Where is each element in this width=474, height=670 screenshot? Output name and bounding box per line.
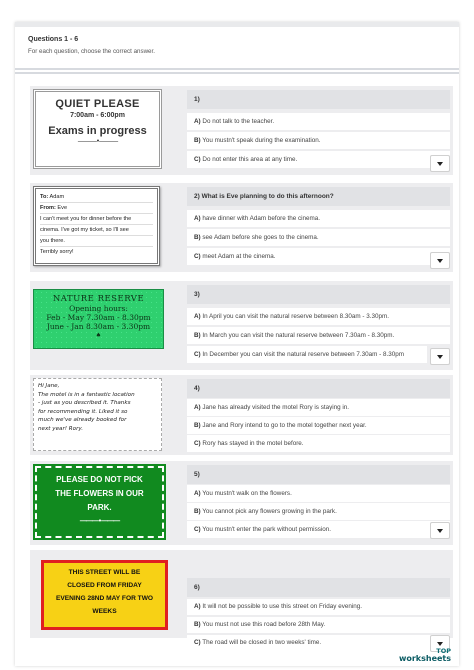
chevron-down-icon	[437, 162, 443, 166]
divider	[15, 68, 459, 70]
option-text: In March you can visit the natural reserve between 7.30am - 8.30pm.	[202, 332, 395, 339]
option-text: have dinner with Adam before the cinema.	[202, 215, 321, 222]
option-c[interactable]	[187, 151, 450, 168]
option-c[interactable]	[187, 521, 450, 538]
option-text: The road will be closed in two weeks' time.	[202, 639, 322, 646]
notice-subheading: Opening hours:	[69, 304, 128, 313]
answer-dropdown[interactable]	[430, 155, 450, 172]
option-b[interactable]	[187, 617, 450, 633]
option-b[interactable]	[187, 132, 450, 149]
ornament-icon: ——— • ———	[77, 138, 118, 145]
option-letter: B)	[194, 621, 201, 628]
option-letter: A)	[194, 404, 201, 411]
note-from-line	[40, 203, 153, 214]
option-text: Do not enter this area at any time.	[202, 156, 298, 163]
question-number: 5)	[187, 465, 450, 484]
option-text: In April you can visit the natural reserve between 8.30am - 3.30pm.	[202, 313, 389, 320]
notice-note-to-adam	[33, 186, 160, 266]
option-b[interactable]	[187, 229, 450, 246]
topworksheets-logo	[399, 648, 451, 662]
option-letter: C)	[194, 639, 201, 646]
question-2	[30, 183, 453, 272]
option-text: You mustn't walk on the flowers.	[202, 490, 292, 497]
notice-text: EVENING 28ND MAY FOR TWO	[55, 595, 154, 602]
question-6	[30, 550, 453, 646]
option-letter: C)	[194, 526, 201, 533]
answer-dropdown[interactable]	[430, 252, 450, 269]
option-letter: B)	[194, 422, 201, 429]
from-label: From:	[40, 205, 56, 211]
option-a[interactable]	[187, 399, 450, 416]
option-text: You cannot pick any flowers growing in the park.	[202, 508, 337, 515]
notice-postcard	[33, 378, 162, 451]
option-a[interactable]	[187, 210, 450, 227]
question-3	[30, 281, 453, 370]
notice-text: CLOSED FROM FRIDAY	[67, 582, 142, 589]
chevron-down-icon	[437, 355, 443, 359]
notice-quiet-please	[33, 89, 162, 169]
section-instruction: For each question, choose the correct answer.	[28, 48, 155, 55]
option-c[interactable]	[187, 435, 450, 452]
option-letter: C)	[194, 253, 201, 260]
option-b[interactable]	[187, 503, 450, 520]
option-a[interactable]	[187, 113, 450, 130]
option-letter: C)	[194, 351, 201, 358]
postcard-line: next year! Rory.	[38, 425, 84, 432]
question-4	[30, 375, 453, 455]
option-letter: B)	[194, 234, 201, 241]
question-number: 2) What is Eve planning to do this afternoon?	[187, 187, 450, 206]
notice-hours: 7:00am - 6:00pm	[70, 112, 125, 119]
option-b[interactable]	[187, 417, 450, 434]
postcard-line: - just as you described it. Thanks	[38, 400, 131, 406]
option-text: Jane and Rory intend to go to the motel together next year.	[202, 422, 367, 429]
answer-dropdown[interactable]	[430, 522, 450, 539]
option-text: You must not use this road before 28th May.	[202, 621, 326, 628]
option-text: see Adam before she goes to the cinema.	[202, 234, 319, 241]
option-c[interactable]	[187, 248, 450, 265]
option-letter: B)	[194, 137, 201, 144]
spade-icon: ♠	[95, 332, 102, 339]
chevron-down-icon	[437, 529, 443, 533]
postcard-line: Hi Jane,	[38, 383, 60, 389]
question-number: 6)	[187, 578, 450, 597]
option-text: Do not talk to the teacher.	[202, 118, 275, 125]
option-a[interactable]	[187, 599, 450, 615]
question-number: 1)	[187, 90, 450, 109]
logo-line: TOP	[436, 647, 451, 655]
option-letter: B)	[194, 508, 201, 515]
from-value: Eve	[57, 205, 68, 211]
question-1	[30, 86, 453, 175]
chevron-down-icon	[437, 259, 443, 263]
option-letter: A)	[194, 118, 201, 125]
notice-heading: NATURE RESERVE	[52, 294, 145, 304]
option-letter: C)	[194, 440, 201, 447]
answer-dropdown[interactable]	[430, 348, 450, 365]
option-text: meet Adam at the cinema.	[202, 253, 276, 260]
notice-street-closed	[41, 560, 168, 630]
ornament-icon: ——— • ———	[79, 518, 120, 525]
to-label: To:	[40, 194, 49, 200]
option-text: In December you can visit the natural reserve between 7.30am - 8.30pm	[202, 351, 405, 358]
logo-line: worksheets	[398, 654, 451, 663]
notice-hours: June - Jan 8.30am - 3.30pm	[46, 322, 151, 331]
option-a[interactable]	[187, 308, 450, 325]
option-text: Rory has stayed in the motel before.	[202, 440, 304, 447]
note-line: Terribly sorry!	[40, 249, 74, 255]
divider	[15, 72, 459, 74]
option-text: You mustn't enter the park without permission.	[202, 526, 332, 533]
option-c[interactable]	[187, 346, 427, 363]
note-line: you there.	[40, 236, 153, 247]
note-line: cinema. I've got my ticket, so I'll see	[40, 225, 153, 236]
notice-text: THIS STREET WILL BE	[68, 569, 141, 576]
notice-text: THE FLOWERS IN OUR	[55, 489, 144, 498]
notice-text: PLEASE DO NOT PICK	[56, 475, 143, 484]
notice-hours: Feb - May 7.30am - 8.30pm	[46, 313, 151, 322]
option-text: It will not be possible to use this street on Friday evening.	[202, 603, 363, 610]
option-letter: A)	[194, 313, 201, 320]
question-5	[30, 461, 453, 545]
option-letter: A)	[194, 603, 201, 610]
notice-text: PARK.	[87, 503, 112, 512]
option-letter: A)	[194, 215, 201, 222]
option-letter: C)	[194, 156, 201, 163]
option-b[interactable]	[187, 327, 450, 344]
notice-park-flowers	[35, 466, 164, 538]
option-text: Jane has already visited the motel Rory is staying in.	[202, 404, 350, 411]
question-number: 4)	[187, 379, 450, 398]
postcard-line: much we've already booked for	[38, 417, 127, 423]
notice-text: Exams in progress	[48, 125, 147, 137]
worksheet-page	[15, 22, 459, 666]
notice-nature-reserve	[33, 289, 164, 349]
option-letter: A)	[194, 490, 201, 497]
postcard-line: The motel is in a fantastic location	[38, 391, 135, 398]
postcard-line: for recommending it. Liked it so	[38, 408, 128, 415]
to-value: Adam	[49, 194, 65, 200]
section-title: Questions 1 - 6	[28, 36, 79, 43]
top-bar	[15, 22, 459, 27]
notice-text: WEEKS	[92, 608, 117, 615]
notice-heading: QUIET PLEASE	[55, 98, 140, 110]
option-text: You mustn't speak during the examination.	[202, 137, 321, 144]
note-to-line	[40, 192, 153, 203]
chevron-down-icon	[437, 642, 443, 646]
question-number: 3)	[187, 285, 450, 304]
option-a[interactable]	[187, 485, 450, 502]
option-letter: B)	[194, 332, 201, 339]
note-line: I can't meet you for dinner before the	[40, 214, 153, 225]
